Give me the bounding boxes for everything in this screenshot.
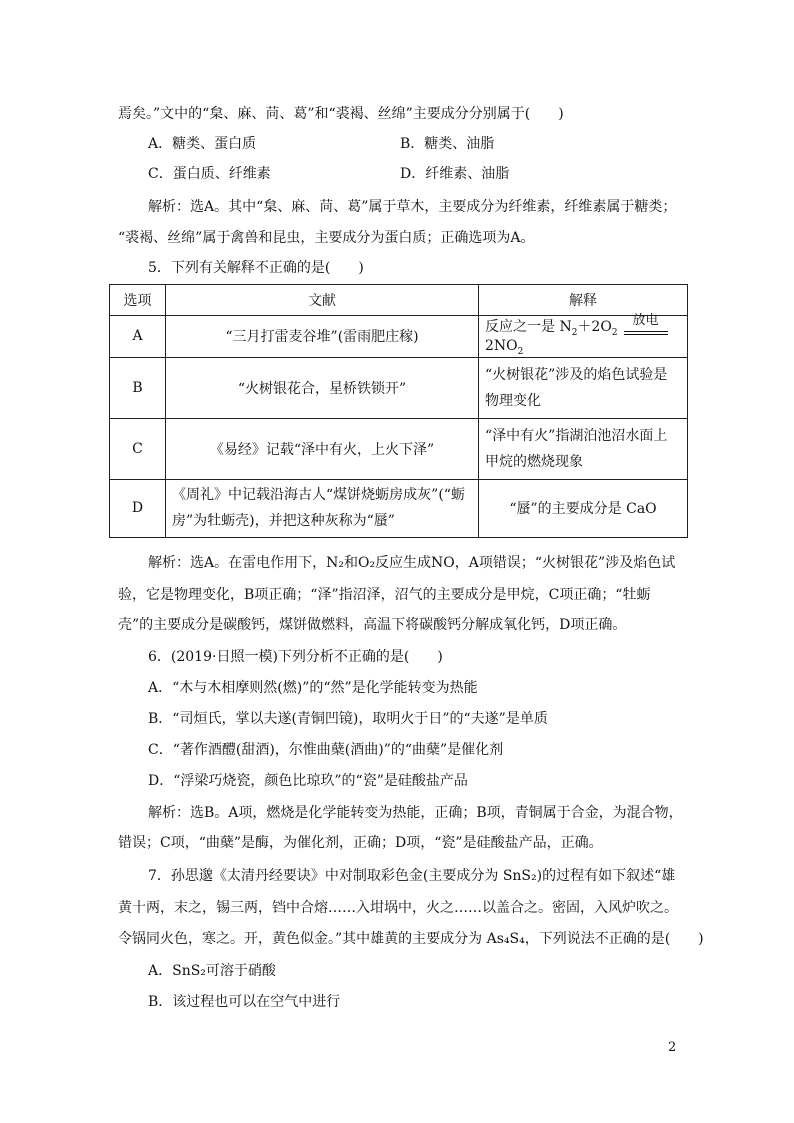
header-literature: 文献 [166,285,479,316]
q5-answer-line-1: 解析：选A。在雷电作用下，N₂和O₂反应生成NO，A项错误；“火树银花”涉及焰色试 [148,555,676,571]
q4-option-b: B．糖类、油脂 [400,136,495,152]
row-b-exp-line-1: “火树银花”涉及的焰色试验是 [485,366,668,383]
row-d-lit-line-2: 房”为牡蛎壳)，并把这种灰称为“蜃” [172,513,395,530]
q4-answer-line-1: 解析：选A。其中“枲、麻、苘、葛”属于草木，主要成分为纤维素，纤维素属于糖类； [148,199,677,215]
q6-option-d: D．“浮梁巧烧瓷，颜色比琼玖”的“瓷”是硅酸盐产品 [148,773,468,789]
row-a-no2-sub: 2 [517,346,524,357]
q4-continuation: 焉矣。”文中的“枲、麻、苘、葛”和“裘褐、丝绵”主要成分分别属于( ) [118,106,564,122]
q7-stem-line-3: 令锅同火色，寒之。开，黄色似金。”其中雄黄的主要成分为 As₄S₄，下列说法不正确的是( ) [118,931,704,947]
row-a-product: 2NO [485,338,518,354]
reaction-arrow [624,313,668,338]
table-row [110,357,688,418]
q6-option-c: C．“著作酒醴(甜酒)，尔惟曲蘖(酒曲)”的“曲蘖”是催化剂 [148,742,504,758]
row-c-exp-line-1: “泽中有火”指湖泊池沼水面上 [485,427,668,444]
row-a-literature: “三月打雷麦谷堆”(雷雨肥庄稼) [166,316,479,358]
header-explanation: 解释 [479,285,688,316]
q7-stem-line-2: 黄十两，末之，锡三两，铛中合熔……入坩埚中，火之……以盖合之。密固，入风炉吹之。 [118,900,678,916]
table-row [110,418,688,479]
q4-answer-line-2: “裘褐、丝绵”属于禽兽和昆虫，主要成分为蛋白质；正确选项为A。 [118,230,535,246]
row-b-option: B [110,357,166,418]
table-row [110,316,688,358]
row-a-n2-sub: 2 [571,327,578,338]
q5-answer-line-2: 验，它是物理变化，B项正确；“泽”指沼泽，沼气的主要成分是甲烷，C项正确；“牡蛎 [118,587,651,603]
row-c-literature: 《易经》记载“泽中有火，上火下泽” [166,418,479,479]
q6-answer-line-1: 解析：选B。A项，燃烧是化学能转变为热能，正确；B项，青铜属于合金，为混合物， [148,805,683,821]
row-b-exp-line-2: 物理变化 [485,392,541,409]
row-d-literature [166,479,479,537]
row-c-explanation [479,418,688,479]
q4-option-c: C．蛋白质、纤维素 [148,166,271,182]
row-c-exp-line-2: 甲烷的燃烧现象 [485,453,583,470]
q4-option-a: A．糖类、蛋白质 [148,136,257,152]
row-b-explanation [479,357,688,418]
q7-stem-line-1: 7．孙思邈《太清丹经要诀》中对制取彩色金(主要成分为 SnS₂)的过程有如下叙述“雄 [148,868,676,884]
row-a-exp-prefix: 反应之一是 N [485,319,572,335]
q4-option-d: D．纤维素、油脂 [400,166,510,182]
q6-option-a: A．“木与木相摩则然(燃)”的“然”是化学能转变为热能 [148,680,478,696]
row-a-explanation [479,313,688,358]
literature-table [109,284,688,538]
q7-option-b: B．该过程也可以在空气中进行 [148,994,341,1010]
row-a-o2-sub: 2 [611,327,618,338]
row-c-option: C [110,418,166,479]
q6-answer-line-2: 错误；C项，“曲蘖”是酶，为催化剂，正确；D项，“瓷”是硅酸盐产品，正确。 [118,835,603,851]
header-option: 选项 [110,285,166,316]
q5-stem: 5．下列有关解释不正确的是( ) [148,260,364,276]
table-row [110,479,688,537]
table-header-row [110,285,688,316]
arrow-label: 放电 [632,313,659,328]
row-b-literature: “火树银花合，星桥铁锁开” [166,357,479,418]
row-d-option: D [110,479,166,537]
q6-stem: 6．(2019·日照一模)下列分析不正确的是( ) [148,649,443,665]
row-d-explanation: “蜃”的主要成分是 CaO [479,479,688,537]
q5-answer-line-3: 壳”的主要成分是碳酸钙，煤饼做燃料，高温下将碳酸钙分解成氧化钙，D项正确。 [118,617,627,633]
q6-option-b: B．“司烜氏，掌以夫遂(青铜凹镜)，取明火于日”的“夫遂”是单质 [148,711,548,727]
row-a-plus-o: ＋2O [577,319,612,335]
row-d-lit-line-1: 《周礼》中记载沿海古人“煤饼烧蛎房成灰”(“蛎 [172,487,465,504]
page-number: 2 [668,1040,677,1055]
q7-option-a: A．SnS₂可溶于硝酸 [148,963,276,979]
row-a-option: A [110,316,166,358]
